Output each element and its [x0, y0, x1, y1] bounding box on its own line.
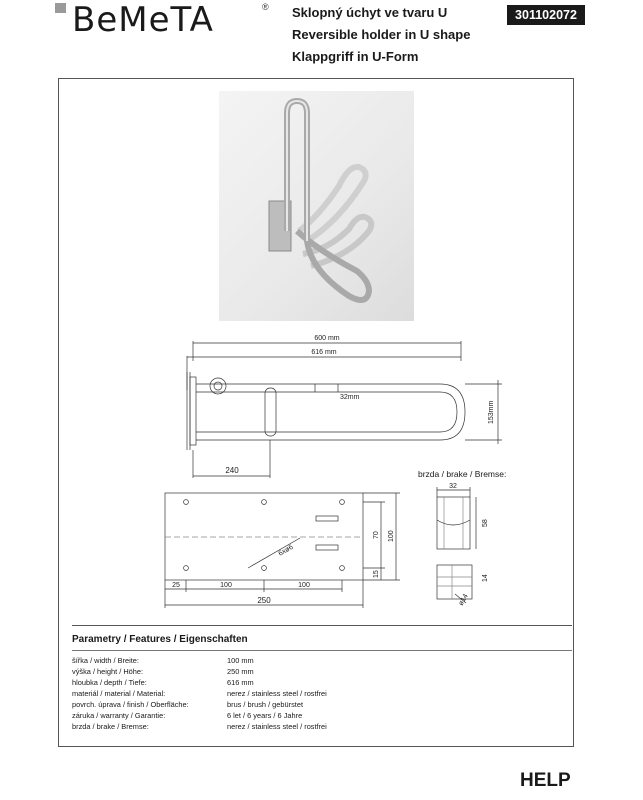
feature-label: šířka / width / Breite:	[72, 656, 139, 665]
feature-row-width	[72, 655, 472, 666]
dim-100-vertical: 100	[388, 530, 395, 542]
brake-dim-32: 32	[449, 483, 457, 490]
feature-row-height	[72, 666, 472, 677]
dim-100-b: 100	[298, 582, 310, 589]
dim-25: 25	[172, 582, 180, 589]
features-divider-top	[72, 625, 572, 626]
dim-600: 600 mm	[314, 335, 340, 342]
feature-value: 250 mm	[227, 667, 254, 676]
features-title: Parametry / Features / Eigenschaften	[72, 634, 248, 645]
title-de: Klappgriff in U-Form	[292, 49, 419, 64]
title-cz: Sklopný úchyt ve tvaru U	[292, 5, 448, 20]
dim-100-a: 100	[220, 582, 232, 589]
product-code-badge: 301102072	[507, 5, 585, 25]
registered-mark: ®	[262, 2, 269, 12]
brake-dim-diameter: ø14	[457, 593, 470, 607]
dim-153mm: 153mm	[488, 400, 495, 424]
feature-label: výška / height / Höhe:	[72, 667, 144, 676]
feature-label: záruka / warranty / Garantie:	[72, 711, 166, 720]
features-table	[72, 655, 472, 732]
hole-label: 6xø6	[277, 543, 295, 558]
feature-row-warranty	[72, 710, 472, 721]
feature-value: 616 mm	[227, 678, 254, 687]
feature-value: 100 mm	[227, 656, 254, 665]
brand-logo: BeMeTA	[72, 0, 214, 40]
dim-616: 616 mm	[311, 349, 337, 356]
feature-value: nerez / stainless steel / rostfrei	[227, 689, 327, 698]
brake-dim-58: 58	[482, 519, 489, 527]
features-divider	[72, 650, 572, 651]
feature-label: povrch. úprava / finish / Oberfläche:	[72, 700, 189, 709]
dim-70: 70	[373, 531, 380, 539]
dim-250: 250	[257, 596, 271, 605]
feature-row-material	[72, 688, 472, 699]
title-en: Reversible holder in U shape	[292, 27, 471, 42]
series-name: HELP	[520, 770, 571, 791]
dim-240: 240	[225, 466, 239, 475]
feature-value: 6 let / 6 years / 6 Jahre	[227, 711, 303, 720]
feature-label: materiál / material / Material:	[72, 689, 166, 698]
feature-row-depth	[72, 677, 472, 688]
brake-label: brzda / brake / Bremse:	[418, 469, 507, 479]
dim-15: 15	[373, 570, 380, 578]
feature-value: nerez / stainless steel / rostfrei	[227, 722, 327, 731]
brake-dim-14: 14	[482, 574, 489, 582]
dim-32mm: 32mm	[340, 394, 360, 401]
feature-value: brus / brush / gebürstet	[227, 700, 303, 709]
feature-row-finish	[72, 699, 472, 710]
feature-label: hloubka / depth / Tiefe:	[72, 678, 147, 687]
feature-label: brzda / brake / Bremse:	[72, 722, 149, 731]
feature-row-brake	[72, 721, 472, 732]
